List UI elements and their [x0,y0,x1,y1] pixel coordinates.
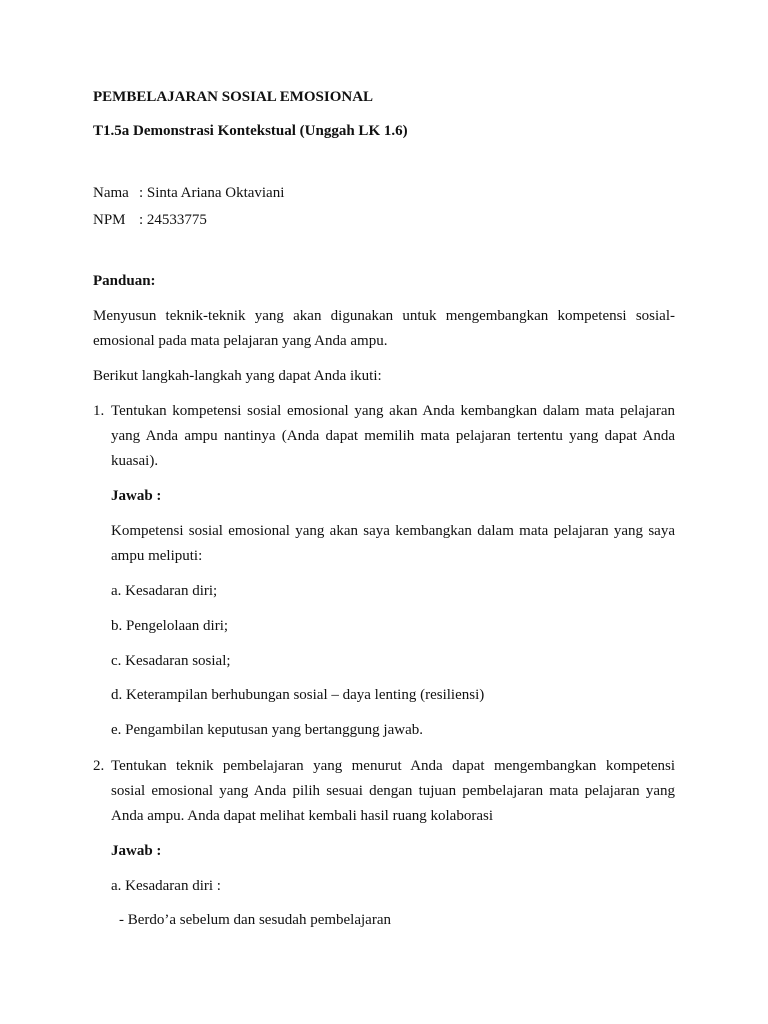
document-title: PEMBELAJARAN SOSIAL EMOSIONAL [93,89,374,105]
list-item: c. Kesadaran sosial; [111,653,231,669]
list-item: a. Kesadaran diri; [111,583,218,599]
question-text: Tentukan teknik pembelajaran yang menurut Anda dapat mengembangkan kompetensi [111,758,675,774]
answer-heading: Jawab : [111,843,162,859]
question-text: Anda ampu. Anda dapat melihat kembali hasil ruang kolaborasi [111,808,493,824]
question-text: yang Anda ampu nantinya (Anda dapat memilih mata pelajaran tertentu yang dapat Anda [111,428,675,444]
list-item: d. Keterampilan berhubungan sosial – daya lenting (resiliensi) [111,687,485,703]
answer-text: Kompetensi sosial emosional yang akan saya kembangkan dalam mata pelajaran yang saya [111,523,675,539]
panduan-line: emosional pada mata pelajaran yang Anda ampu. [93,333,388,349]
answer-heading: Jawab : [111,488,162,504]
panduan-heading: Panduan: [93,273,156,289]
question-number: 1. [93,403,105,419]
sub-list-item: - Berdo’a sebelum dan sesudah pembelajaran [119,912,391,928]
question-number: 2. [93,758,105,774]
question-text: sosial emosional yang Anda pilih sesuai dengan tujuan pembelajaran mata pelajaran yang [111,783,675,799]
question-text: kuasai). [111,453,159,469]
npm-value: : 24533775 [139,212,207,228]
answer-text: ampu meliputi: [111,548,203,564]
list-item: e. Pengambilan keputusan yang bertanggung jawab. [111,722,423,738]
list-item: b. Pengelolaan diri; [111,618,229,634]
question-text: Tentukan kompetensi sosial emosional yang akan Anda kembangkan dalam mata pelajaran [111,403,675,419]
nama-label: Nama [93,185,129,201]
nama-value: : Sinta Ariana Oktaviani [139,185,285,201]
document-subtitle: T1.5a Demonstrasi Kontekstual (Unggah LK 1.6) [93,123,408,139]
list-item: a. Kesadaran diri : [111,878,221,894]
npm-label: NPM [93,212,126,228]
panduan-line: Menyusun teknik-teknik yang akan digunakan untuk mengembangkan kompetensi sosial- [93,308,675,324]
intro-text: Berikut langkah-langkah yang dapat Anda ikuti: [93,368,382,384]
